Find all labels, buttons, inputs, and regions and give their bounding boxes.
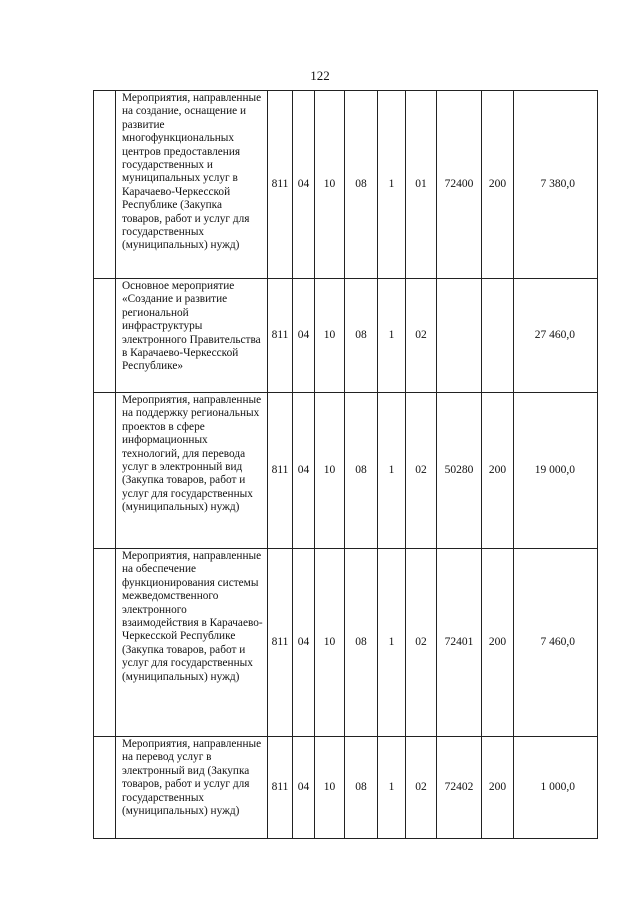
direction-code: 72401	[437, 549, 482, 737]
amount: 27 460,0	[514, 279, 598, 393]
main-event-code: 02	[406, 393, 437, 549]
main-event-code: 02	[406, 279, 437, 393]
program-code: 08	[345, 393, 378, 549]
expense-type-code: 200	[482, 549, 514, 737]
section-code: 04	[293, 279, 315, 393]
table-row	[94, 279, 598, 393]
row-description: Мероприятия, направленные на перевод услуг в электронный вид (Закупка товаров, работ и услуг для государственных (муниципальных) нужд)	[116, 737, 268, 839]
subsection-code: 10	[315, 549, 345, 737]
amount: 7 460,0	[514, 549, 598, 737]
expense-type-code: 200	[482, 393, 514, 549]
row-description: Мероприятия, направленные на создание, оснащение и развитие многофункциональных центров предоставления государственных и муниципальных услуг в Карачаево-Черкесской Республике (Закупка товаров, работ и услуг для государственных (муниципальных) нужд)	[116, 91, 268, 279]
subprogram-code: 1	[378, 393, 406, 549]
row-index-cell	[94, 549, 116, 737]
budget-table	[93, 90, 598, 839]
page-number: 122	[310, 68, 330, 83]
row-description: Мероприятия, направленные на поддержку региональных проектов в сфере информационных технологий, для перевода услуг в электронный вид (Закупка товаров, работ и услуг для государственных (муниципальных) нужд)	[116, 393, 268, 549]
subprogram-code: 1	[378, 279, 406, 393]
section-code: 04	[293, 91, 315, 279]
table-row	[94, 91, 598, 279]
table-row	[94, 549, 598, 737]
amount: 7 380,0	[514, 91, 598, 279]
expense-type-code	[482, 279, 514, 393]
row-index-cell	[94, 393, 116, 549]
section-code: 04	[293, 549, 315, 737]
section-code: 04	[293, 737, 315, 839]
subsection-code: 10	[315, 279, 345, 393]
row-index-cell	[94, 737, 116, 839]
subsection-code: 10	[315, 737, 345, 839]
row-index-cell	[94, 279, 116, 393]
row-description: Мероприятия, направленные на обеспечение функционирования системы межведомственного электронного взаимодействия в Карачаево-Черкесской Республике (Закупка товаров, работ и услуг для государственных (муниципальных) нужд)	[116, 549, 268, 737]
direction-code: 50280	[437, 393, 482, 549]
ministry-code: 811	[268, 393, 293, 549]
subprogram-code: 1	[378, 737, 406, 839]
program-code: 08	[345, 737, 378, 839]
table-row	[94, 737, 598, 839]
section-code: 04	[293, 393, 315, 549]
main-event-code: 01	[406, 91, 437, 279]
row-index-cell	[94, 91, 116, 279]
subsection-code: 10	[315, 91, 345, 279]
amount: 1 000,0	[514, 737, 598, 839]
program-code: 08	[345, 91, 378, 279]
ministry-code: 811	[268, 91, 293, 279]
subsection-code: 10	[315, 393, 345, 549]
main-event-code: 02	[406, 737, 437, 839]
direction-code	[437, 279, 482, 393]
ministry-code: 811	[268, 279, 293, 393]
expense-type-code: 200	[482, 91, 514, 279]
subprogram-code: 1	[378, 91, 406, 279]
ministry-code: 811	[268, 549, 293, 737]
table-row	[94, 393, 598, 549]
program-code: 08	[345, 549, 378, 737]
main-event-code: 02	[406, 549, 437, 737]
program-code: 08	[345, 279, 378, 393]
expense-type-code: 200	[482, 737, 514, 839]
row-description: Основное мероприятие «Создание и развитие региональной инфраструктуры электронного Правительства в Карачаево-Черкесской Республике»	[116, 279, 268, 393]
direction-code: 72402	[437, 737, 482, 839]
direction-code: 72400	[437, 91, 482, 279]
ministry-code: 811	[268, 737, 293, 839]
amount: 19 000,0	[514, 393, 598, 549]
subprogram-code: 1	[378, 549, 406, 737]
